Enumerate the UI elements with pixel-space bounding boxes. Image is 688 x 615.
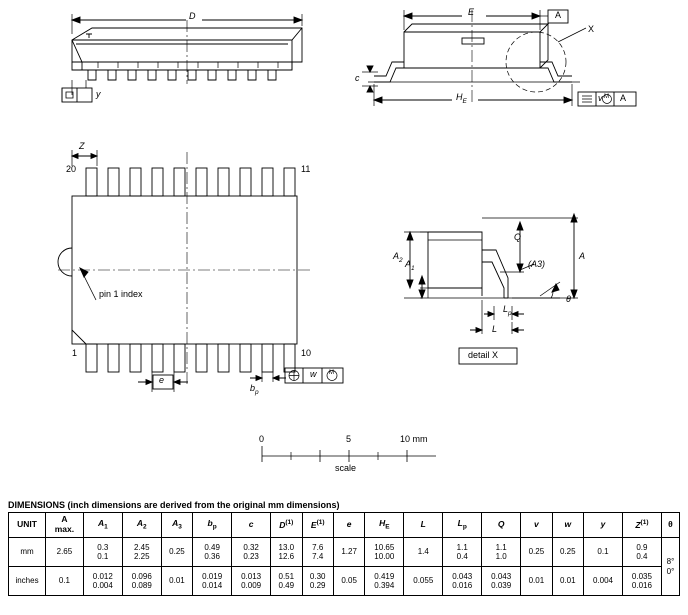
scale-label: scale — [335, 463, 357, 473]
th-A1: $A_1$ — [83, 513, 122, 538]
th-e: e — [333, 513, 364, 538]
th-c: c — [232, 513, 271, 538]
cell-Lp-mm: 1.1 0.4 — [443, 538, 482, 567]
cell-D-in: 0.51 0.49 — [271, 567, 302, 596]
cell-y-in: 0.004 — [584, 567, 623, 596]
cell-e-mm: 1.27 — [333, 538, 364, 567]
cell-A2-in: 0.096 0.089 — [122, 567, 161, 596]
dimensions-table — [8, 512, 680, 596]
label-dim-Lp: $L_p$ — [503, 304, 512, 317]
cell-A3-mm: 0.25 — [161, 538, 192, 567]
cell-HE-in: 0.419 0.394 — [365, 567, 404, 596]
label-pin-10: 10 — [301, 348, 312, 358]
th-L: L — [404, 513, 443, 538]
label-dim-Q: Q — [514, 232, 522, 242]
cell-Q-in: 0.043 0.039 — [482, 567, 521, 596]
cell-unit-inches: inches — [9, 567, 46, 596]
label-detail-x-title: detail X — [468, 350, 499, 360]
cell-L-in: 0.055 — [404, 567, 443, 596]
th-w: w — [552, 513, 583, 538]
th-theta: θ — [661, 513, 679, 538]
cell-v-in: 0.01 — [521, 567, 552, 596]
label-tol-v: v — [598, 93, 603, 103]
table-row — [9, 538, 680, 567]
table-row — [9, 567, 680, 596]
cell-c-mm: 0.32 0.23 — [232, 538, 271, 567]
label-datum-y: y — [96, 89, 101, 99]
table-header-row — [9, 513, 680, 538]
cell-A3-in: 0.01 — [161, 567, 192, 596]
label-pin1-index: pin 1 index — [99, 289, 143, 299]
scale-tick-5: 5 — [346, 434, 352, 444]
label-dim-theta: θ — [566, 294, 571, 304]
cell-w-in: 0.01 — [552, 567, 583, 596]
th-A: A max. — [46, 513, 84, 538]
label-dim-c: c — [355, 73, 360, 83]
cell-c-in: 0.013 0.009 — [232, 567, 271, 596]
label-datum-A: A — [555, 10, 562, 20]
label-dim-A: A — [579, 251, 586, 261]
th-y: y — [584, 513, 623, 538]
label-tol-w: w — [310, 369, 317, 379]
label-pin-20: 20 — [66, 164, 77, 174]
th-Lp: $L_p$ — [443, 513, 482, 538]
scale-tick-0: 0 — [259, 434, 265, 444]
cell-A-mm: 2.65 — [46, 538, 84, 567]
label-pin-11: 11 — [301, 164, 311, 174]
th-bp: $b_p$ — [193, 513, 232, 538]
th-E: $E^{(1)}$ — [302, 513, 333, 538]
label-dim-A2: $A_2$ — [393, 251, 403, 264]
cell-bp-in: 0.019 0.014 — [193, 567, 232, 596]
th-Z: $Z^{(1)}$ — [622, 513, 661, 538]
label-dim-e: e — [159, 375, 165, 385]
th-unit: UNIT — [9, 513, 46, 538]
th-Q: Q — [482, 513, 521, 538]
label-tol-M: M — [329, 370, 334, 376]
cell-A1-mm: 0.3 0.1 — [83, 538, 122, 567]
th-v: v — [521, 513, 552, 538]
label-dim-L: L — [492, 324, 498, 334]
cell-D-mm: 13.0 12.6 — [271, 538, 302, 567]
th-A2: $A_2$ — [122, 513, 161, 538]
label-dim-A1: $A_1$ — [405, 259, 415, 272]
cell-A-in: 0.1 — [46, 567, 84, 596]
dimensions-table-title: DIMENSIONS (inch dimensions are derived from the original mm dimensions) — [8, 500, 340, 510]
label-dim-bp: $b_p$ — [250, 383, 259, 396]
label-dim-E: E — [468, 7, 475, 17]
label-detail-ref-X: X — [588, 24, 595, 34]
label-dim-A3: (A3) — [528, 259, 546, 269]
cell-Z-in: 0.035 0.016 — [622, 567, 661, 596]
th-D: $D^{(1)}$ — [271, 513, 302, 538]
cell-y-mm: 0.1 — [584, 538, 623, 567]
cell-Q-mm: 1.1 1.0 — [482, 538, 521, 567]
cell-theta: 8° 0° — [661, 538, 679, 596]
cell-w-mm: 0.25 — [552, 538, 583, 567]
cell-HE-mm: 10.65 10.00 — [365, 538, 404, 567]
cell-unit-mm: mm — [9, 538, 46, 567]
cell-A2-mm: 2.45 2.25 — [122, 538, 161, 567]
cell-bp-mm: 0.49 0.36 — [193, 538, 232, 567]
label-dim-D: D — [189, 11, 196, 21]
cell-E-mm: 7.6 7.4 — [302, 538, 333, 567]
label-tol-datum-A: A — [620, 93, 627, 103]
cell-e-in: 0.05 — [333, 567, 364, 596]
label-tol-M1: M — [604, 94, 609, 100]
cell-L-mm: 1.4 — [404, 538, 443, 567]
cell-Z-mm: 0.9 0.4 — [622, 538, 661, 567]
cell-A1-in: 0.012 0.004 — [83, 567, 122, 596]
label-dim-HE: $H_E$ — [456, 92, 467, 105]
th-A3: $A_3$ — [161, 513, 192, 538]
cell-E-in: 0.30 0.29 — [302, 567, 333, 596]
scale-tick-10mm: 10 mm — [400, 434, 428, 444]
cell-Lp-in: 0.043 0.016 — [443, 567, 482, 596]
label-dim-Z: Z — [79, 141, 85, 151]
label-pin-1: 1 — [72, 348, 78, 358]
cell-v-mm: 0.25 — [521, 538, 552, 567]
th-HE: $H_E$ — [365, 513, 404, 538]
